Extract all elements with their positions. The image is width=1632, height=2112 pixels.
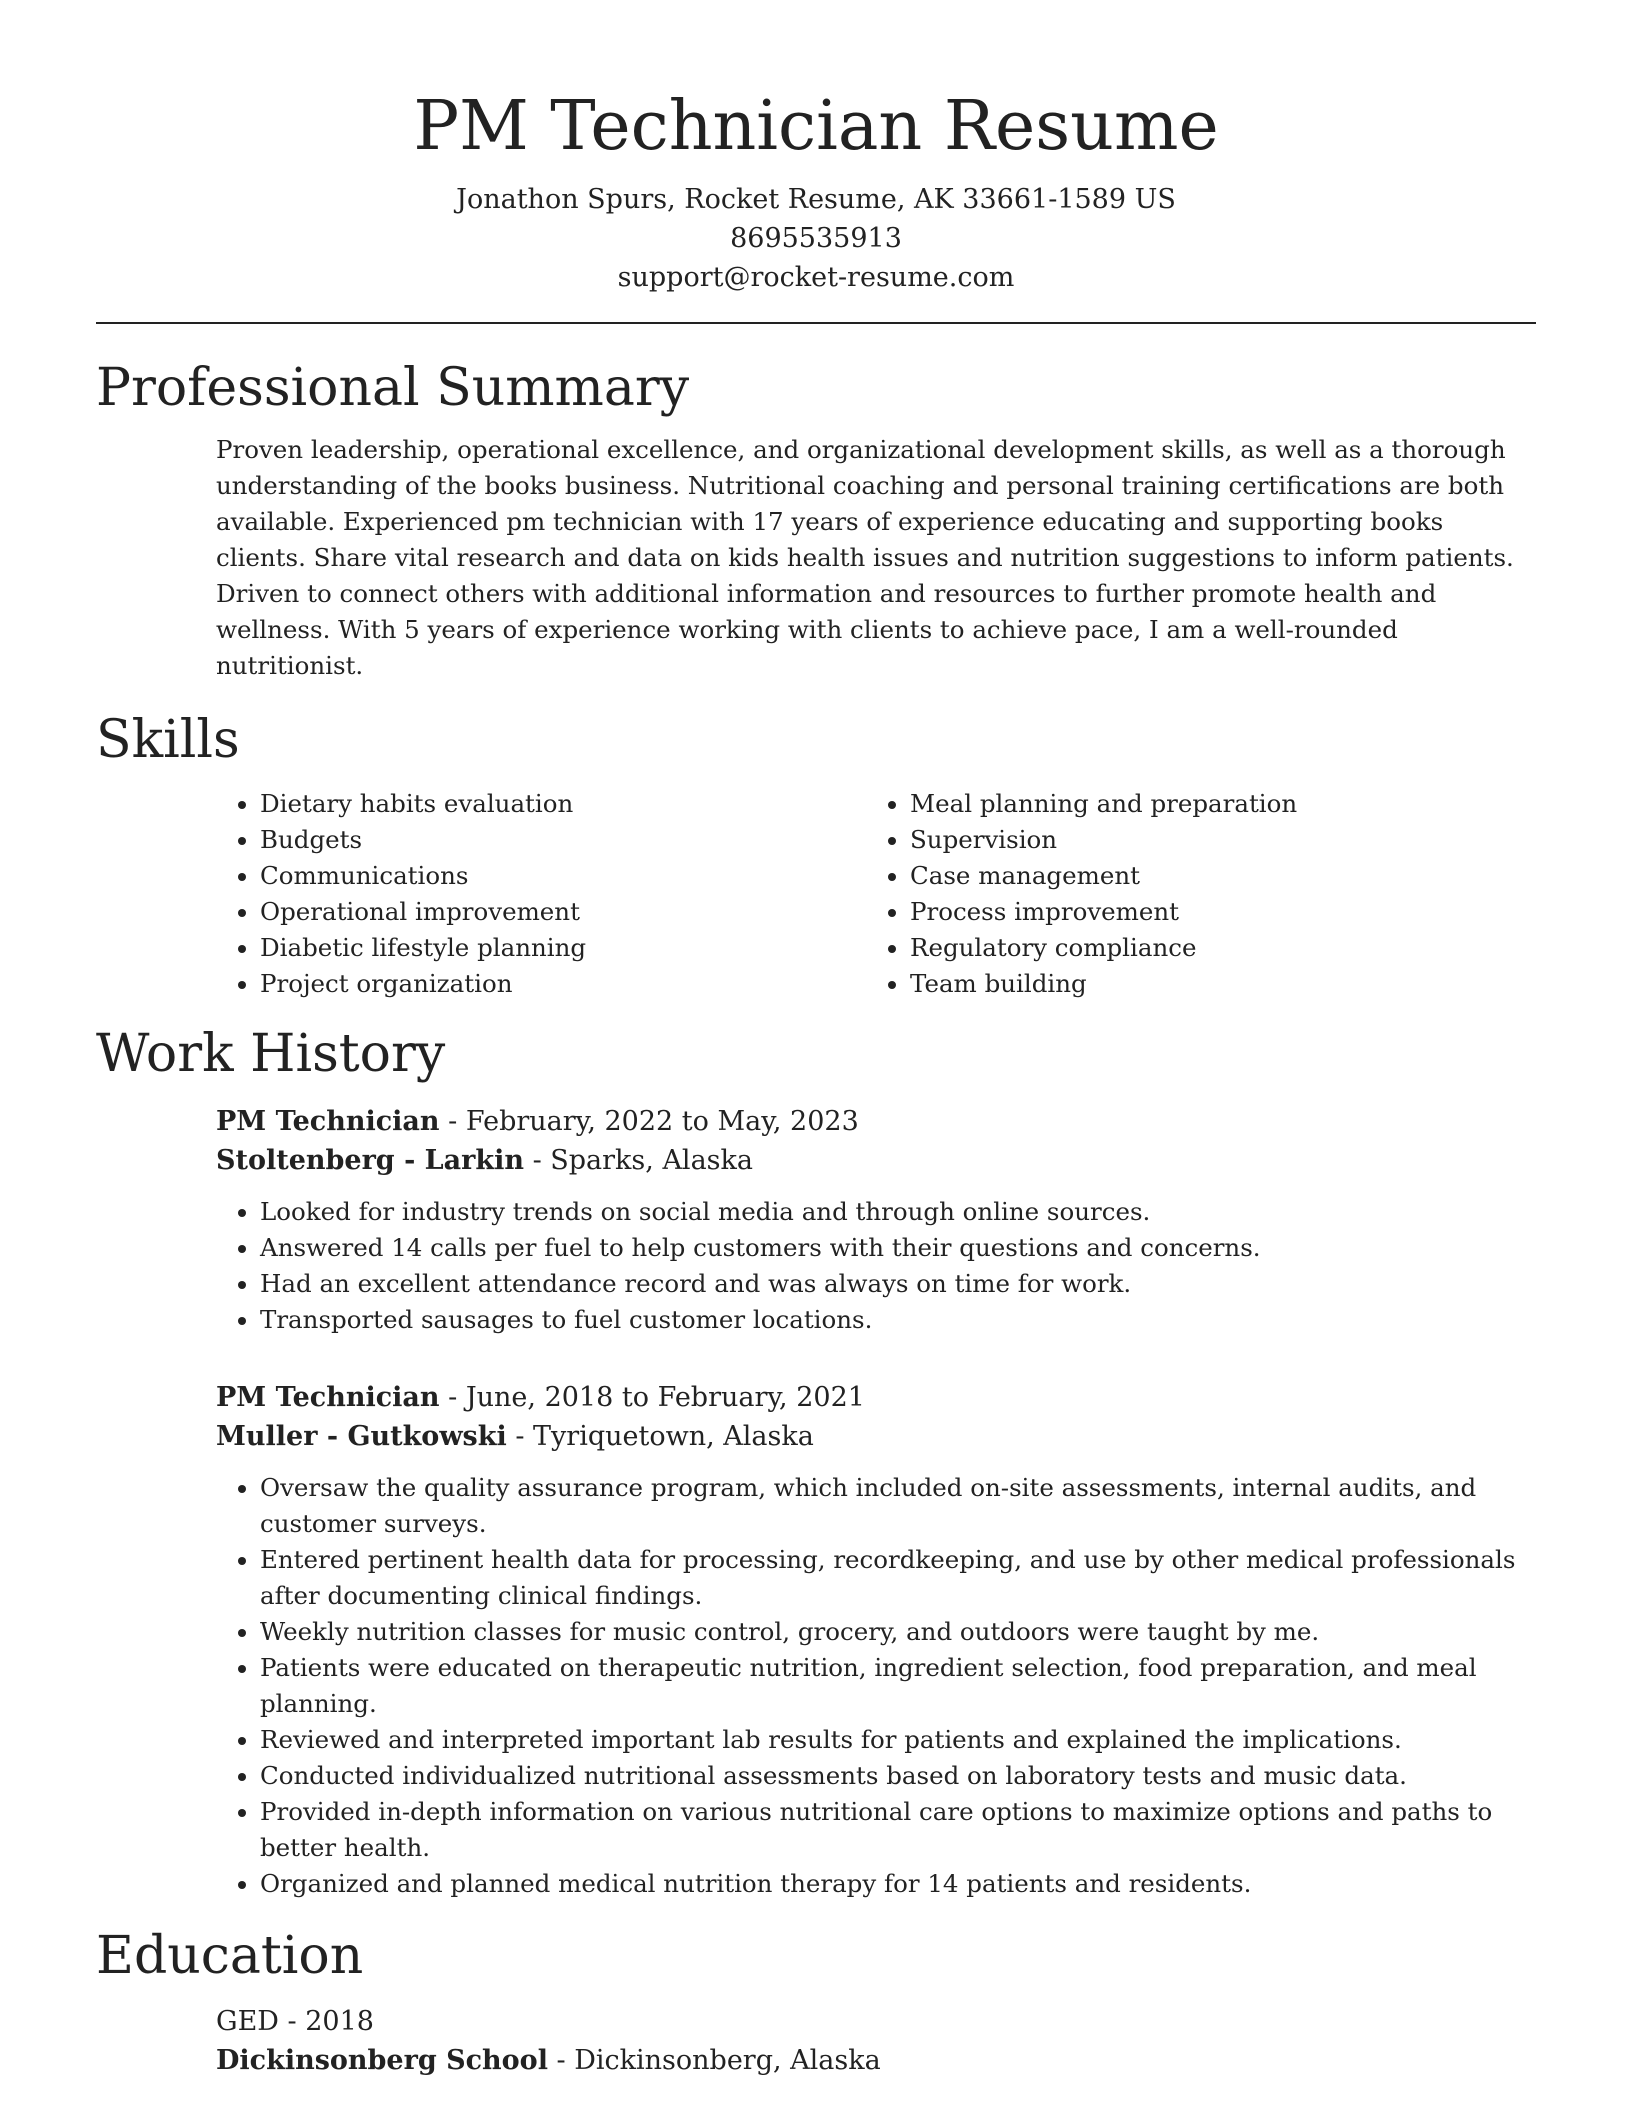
skills-column-right [866,786,1516,1002]
skill-item: • Team building [910,966,1516,1002]
skill-item: • Communications [260,858,866,894]
work-history-section [216,1102,1536,1902]
job-duty: • Provided in-depth information on various nutritional care options to maximize options and paths to better health. [260,1794,1536,1866]
job-entry [216,1102,1536,1338]
job-duty: • Entered pertinent health data for processing, recordkeeping, and use by other medical professionals after documenting clinical findings. [260,1542,1536,1614]
job-location: - Sparks, Alaska [523,1145,753,1176]
skill-item: • Regulatory compliance [910,930,1516,966]
job-duty: • Organized and planned medical nutrition therapy for 14 patients and residents. [260,1866,1536,1902]
job-duty: • Answered 14 calls per fuel to help customers with their questions and concerns. [260,1230,1536,1266]
education-school-line [216,2041,1536,2080]
education-school: Dickinsonberg School [216,2045,548,2076]
summary-section [216,432,1536,684]
job-duties [216,1470,1536,1902]
job-entry [216,1378,1536,1902]
skill-item: • Diabetic lifestyle planning [260,930,866,966]
job-company-line [216,1141,1536,1180]
skill-item: • Project organization [260,966,866,1002]
summary-heading: Professional Summary [96,358,690,418]
resume-header [96,0,1536,297]
job-title: PM Technician [216,1382,440,1413]
skill-item: • Meal planning and preparation [910,786,1516,822]
job-location: - Tyriquetown, Alaska [506,1421,814,1452]
work-history-heading: Work History [96,1024,446,1084]
job-dates: - February, 2022 to May, 2023 [439,1106,859,1137]
job-dates: - June, 2018 to February, 2021 [439,1382,865,1413]
education-degree: GED [216,2006,279,2037]
contact-info [96,180,1536,297]
skill-item: • Dietary habits evaluation [260,786,866,822]
education-heading: Education [96,1926,364,1986]
contact-address: Jonathon Spurs, Rocket Resume, AK 33661-1589 US [456,184,1176,215]
job-duty: • Patients were educated on therapeutic nutrition, ingredient selection, food preparation, and meal planning. [260,1650,1536,1722]
contact-phone: 8695535913 [730,223,902,254]
job-company-line [216,1417,1536,1456]
skills-column-left [216,786,866,1002]
job-duty: • Weekly nutrition classes for music control, grocery, and outdoors were taught by me. [260,1614,1536,1650]
skill-item: • Process improvement [910,894,1516,930]
education-year: - 2018 [278,2006,374,2037]
job-duties [216,1194,1536,1338]
job-company: Muller - Gutkowski [216,1421,507,1452]
page-title: PM Technician Resume [413,87,1219,166]
education-section [216,2002,1536,2080]
education-location: - Dickinsonberg, Alaska [547,2045,881,2076]
skills-heading: Skills [96,710,240,770]
job-title-line [216,1102,1536,1141]
job-company: Stoltenberg - Larkin [216,1145,524,1176]
job-title: PM Technician [216,1106,440,1137]
skill-item: • Case management [910,858,1516,894]
summary-text: Proven leadership, operational excellence, and organizational development skills, as well as a thorough understanding of the books business. Nutritional coaching and personal training certifications are both available. Experienced pm technician with 17 years of experience educating and supporting books clients. Share vital research and data on kids health issues and nutrition suggestions to inform patients. Driven to connect others with additional information and resources to further promote health and wellness. With 5 years of experience working with clients to achieve pace, I am a well-rounded nutritionist. [216,435,1514,680]
contact-email: support@rocket-resume.com [617,262,1015,293]
skill-item: • Budgets [260,822,866,858]
job-title-line [216,1378,1536,1417]
skill-item: • Supervision [910,822,1516,858]
job-duty: • Looked for industry trends on social media and through online sources. [260,1194,1536,1230]
skill-item: • Operational improvement [260,894,866,930]
job-duty: • Had an excellent attendance record and was always on time for work. [260,1266,1536,1302]
education-degree-line [216,2002,1536,2041]
header-divider [96,322,1536,324]
job-duty: • Reviewed and interpreted important lab results for patients and explained the implications. [260,1722,1536,1758]
job-duty: • Oversaw the quality assurance program, which included on-site assessments, internal audits, and customer surveys. [260,1470,1536,1542]
job-duty: • Transported sausages to fuel customer locations. [260,1302,1536,1338]
skills-list [216,786,1536,1002]
job-duty: • Conducted individualized nutritional assessments based on laboratory tests and music data. [260,1758,1536,1794]
